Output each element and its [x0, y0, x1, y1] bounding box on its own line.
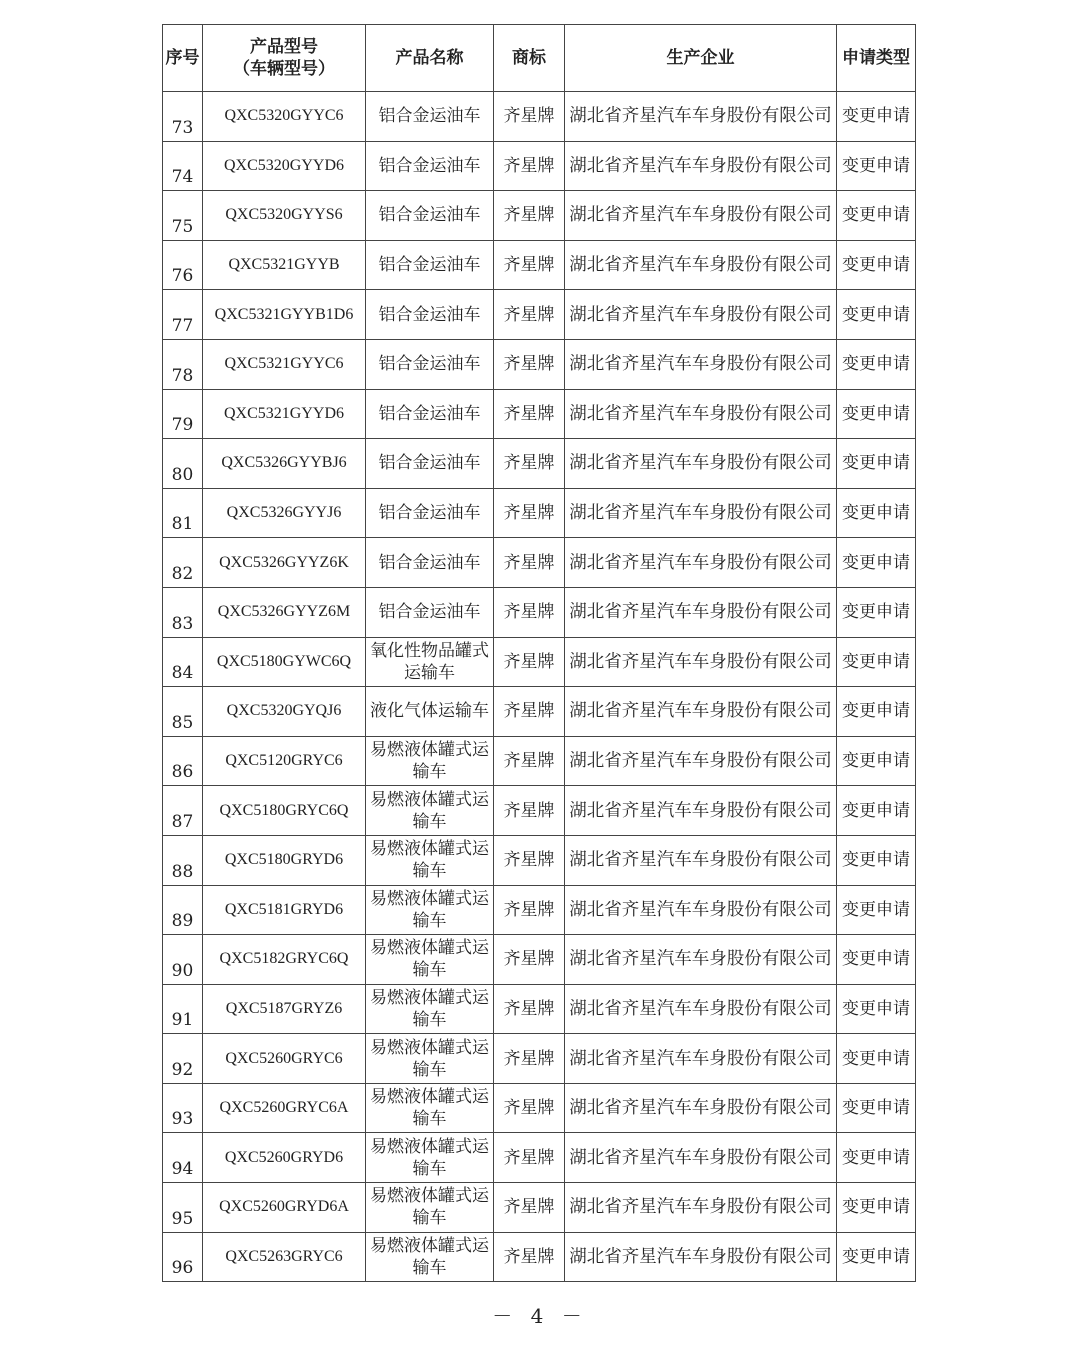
row-application-type: 变更申请 [837, 935, 916, 985]
row-application-type: 变更申请 [837, 191, 916, 241]
row-application-type: 变更申请 [837, 92, 916, 142]
vehicle-product-table [162, 24, 916, 1282]
table-row [163, 92, 916, 142]
table-row [163, 935, 916, 985]
row-product-name: 铝合金运油车 [366, 439, 494, 489]
table-row [163, 488, 916, 538]
table-row [163, 687, 916, 737]
row-brand: 齐星牌 [494, 984, 565, 1034]
row-application-type: 变更申请 [837, 1183, 916, 1233]
row-brand: 齐星牌 [494, 141, 565, 191]
table-row [163, 984, 916, 1034]
row-model: QXC5326GYYJ6 [203, 488, 366, 538]
row-company: 湖北省齐星汽车车身股份有限公司 [565, 885, 837, 935]
row-product-name: 氧化性物品罐式运输车 [366, 637, 494, 687]
table-row [163, 191, 916, 241]
row-seq: 81 [163, 488, 203, 538]
row-brand: 齐星牌 [494, 835, 565, 885]
table-row [163, 389, 916, 439]
row-application-type: 变更申请 [837, 439, 916, 489]
row-product-name: 铝合金运油车 [366, 587, 494, 637]
row-company: 湖北省齐星汽车车身股份有限公司 [565, 1133, 837, 1183]
row-company: 湖北省齐星汽车车身股份有限公司 [565, 1083, 837, 1133]
row-application-type: 变更申请 [837, 339, 916, 389]
row-model: QXC5120GRYC6 [203, 736, 366, 786]
table-row [163, 1133, 916, 1183]
row-brand: 齐星牌 [494, 339, 565, 389]
row-brand: 齐星牌 [494, 191, 565, 241]
row-model: QXC5180GRYD6 [203, 835, 366, 885]
row-company: 湖北省齐星汽车车身股份有限公司 [565, 637, 837, 687]
row-model: QXC5260GRYC6 [203, 1034, 366, 1084]
row-seq: 79 [163, 389, 203, 439]
table-row [163, 1183, 916, 1233]
row-application-type: 变更申请 [837, 1232, 916, 1282]
table-row [163, 1034, 916, 1084]
row-product-name: 易燃液体罐式运输车 [366, 984, 494, 1034]
row-brand: 齐星牌 [494, 488, 565, 538]
row-product-name: 液化气体运输车 [366, 687, 494, 737]
row-model: QXC5320GYQJ6 [203, 687, 366, 737]
row-company: 湖北省齐星汽车车身股份有限公司 [565, 587, 837, 637]
row-brand: 齐星牌 [494, 92, 565, 142]
row-product-name: 易燃液体罐式运输车 [366, 1034, 494, 1084]
row-product-name: 铝合金运油车 [366, 191, 494, 241]
row-model: QXC5182GRYC6Q [203, 935, 366, 985]
row-company: 湖北省齐星汽车车身股份有限公司 [565, 488, 837, 538]
header-type: 申请类型 [837, 25, 916, 92]
row-company: 湖北省齐星汽车车身股份有限公司 [565, 339, 837, 389]
header-model [203, 25, 366, 92]
table-header-row [163, 25, 916, 92]
row-product-name: 铝合金运油车 [366, 488, 494, 538]
row-model: QXC5260GRYD6A [203, 1183, 366, 1233]
table-row [163, 538, 916, 588]
row-product-name: 易燃液体罐式运输车 [366, 786, 494, 836]
row-brand: 齐星牌 [494, 439, 565, 489]
row-company: 湖北省齐星汽车车身股份有限公司 [565, 1183, 837, 1233]
row-seq: 85 [163, 687, 203, 737]
row-application-type: 变更申请 [837, 587, 916, 637]
row-seq: 80 [163, 439, 203, 489]
row-seq: 77 [163, 290, 203, 340]
row-model: QXC5320GYYS6 [203, 191, 366, 241]
row-company: 湖北省齐星汽车车身股份有限公司 [565, 984, 837, 1034]
row-product-name: 铝合金运油车 [366, 240, 494, 290]
row-brand: 齐星牌 [494, 885, 565, 935]
table-row [163, 786, 916, 836]
table-row [163, 1232, 916, 1282]
row-model: QXC5260GRYC6A [203, 1083, 366, 1133]
row-company: 湖北省齐星汽车车身股份有限公司 [565, 1034, 837, 1084]
header-seq: 序号 [163, 25, 203, 92]
row-product-name: 易燃液体罐式运输车 [366, 1183, 494, 1233]
row-product-name: 铝合金运油车 [366, 290, 494, 340]
row-seq: 94 [163, 1133, 203, 1183]
row-company: 湖北省齐星汽车车身股份有限公司 [565, 92, 837, 142]
row-model: QXC5187GRYZ6 [203, 984, 366, 1034]
row-brand: 齐星牌 [494, 240, 565, 290]
row-brand: 齐星牌 [494, 736, 565, 786]
row-application-type: 变更申请 [837, 1083, 916, 1133]
row-seq: 82 [163, 538, 203, 588]
row-seq: 92 [163, 1034, 203, 1084]
table-row [163, 141, 916, 191]
row-product-name: 易燃液体罐式运输车 [366, 885, 494, 935]
row-product-name: 易燃液体罐式运输车 [366, 1083, 494, 1133]
table-row [163, 290, 916, 340]
row-product-name: 铝合金运油车 [366, 92, 494, 142]
row-application-type: 变更申请 [837, 885, 916, 935]
table-body [163, 92, 916, 1282]
row-seq: 90 [163, 935, 203, 985]
table-row [163, 587, 916, 637]
row-seq: 95 [163, 1183, 203, 1233]
row-brand: 齐星牌 [494, 389, 565, 439]
row-product-name: 易燃液体罐式运输车 [366, 935, 494, 985]
row-application-type: 变更申请 [837, 290, 916, 340]
header-name: 产品名称 [366, 25, 494, 92]
row-brand: 齐星牌 [494, 1183, 565, 1233]
row-model: QXC5260GRYD6 [203, 1133, 366, 1183]
row-seq: 88 [163, 835, 203, 885]
row-product-name: 铝合金运油车 [366, 339, 494, 389]
row-brand: 齐星牌 [494, 1083, 565, 1133]
row-seq: 86 [163, 736, 203, 786]
row-brand: 齐星牌 [494, 538, 565, 588]
row-brand: 齐星牌 [494, 1034, 565, 1084]
row-company: 湖北省齐星汽车车身股份有限公司 [565, 736, 837, 786]
row-brand: 齐星牌 [494, 1133, 565, 1183]
row-seq: 87 [163, 786, 203, 836]
row-model: QXC5321GYYB [203, 240, 366, 290]
row-seq: 74 [163, 141, 203, 191]
row-seq: 89 [163, 885, 203, 935]
row-brand: 齐星牌 [494, 687, 565, 737]
row-application-type: 变更申请 [837, 736, 916, 786]
row-seq: 93 [163, 1083, 203, 1133]
row-product-name: 易燃液体罐式运输车 [366, 835, 494, 885]
row-product-name: 易燃液体罐式运输车 [366, 1133, 494, 1183]
row-model: QXC5181GRYD6 [203, 885, 366, 935]
row-company: 湖北省齐星汽车车身股份有限公司 [565, 439, 837, 489]
row-application-type: 变更申请 [837, 1133, 916, 1183]
table-row [163, 439, 916, 489]
row-model: QXC5326GYYBJ6 [203, 439, 366, 489]
row-model: QXC5180GRYC6Q [203, 786, 366, 836]
header-company: 生产企业 [565, 25, 837, 92]
row-seq: 76 [163, 240, 203, 290]
header-brand: 商标 [494, 25, 565, 92]
row-model: QXC5326GYYZ6K [203, 538, 366, 588]
row-brand: 齐星牌 [494, 935, 565, 985]
row-application-type: 变更申请 [837, 538, 916, 588]
row-product-name: 易燃液体罐式运输车 [366, 736, 494, 786]
row-product-name: 易燃液体罐式运输车 [366, 1232, 494, 1282]
row-company: 湖北省齐星汽车车身股份有限公司 [565, 290, 837, 340]
row-model: QXC5326GYYZ6M [203, 587, 366, 637]
table-row [163, 637, 916, 687]
table-row [163, 240, 916, 290]
row-model: QXC5321GYYD6 [203, 389, 366, 439]
table-row [163, 835, 916, 885]
header-model-line2: （车辆型号） [233, 59, 335, 79]
row-model: QXC5321GYYB1D6 [203, 290, 366, 340]
header-model-line1: 产品型号 [250, 37, 318, 57]
row-model: QXC5320GYYC6 [203, 92, 366, 142]
row-product-name: 铝合金运油车 [366, 389, 494, 439]
row-company: 湖北省齐星汽车车身股份有限公司 [565, 389, 837, 439]
row-application-type: 变更申请 [837, 984, 916, 1034]
row-model: QXC5320GYYD6 [203, 141, 366, 191]
row-product-name: 铝合金运油车 [366, 538, 494, 588]
row-model: QXC5321GYYC6 [203, 339, 366, 389]
row-seq: 78 [163, 339, 203, 389]
row-company: 湖北省齐星汽车车身股份有限公司 [565, 141, 837, 191]
row-seq: 96 [163, 1232, 203, 1282]
row-brand: 齐星牌 [494, 1232, 565, 1282]
row-seq: 84 [163, 637, 203, 687]
row-application-type: 变更申请 [837, 687, 916, 737]
table-row [163, 339, 916, 389]
row-seq: 75 [163, 191, 203, 241]
row-model: QXC5263GRYC6 [203, 1232, 366, 1282]
row-application-type: 变更申请 [837, 389, 916, 439]
row-brand: 齐星牌 [494, 290, 565, 340]
row-company: 湖北省齐星汽车车身股份有限公司 [565, 191, 837, 241]
row-brand: 齐星牌 [494, 786, 565, 836]
row-brand: 齐星牌 [494, 637, 565, 687]
table-row [163, 736, 916, 786]
row-company: 湖北省齐星汽车车身股份有限公司 [565, 538, 837, 588]
row-application-type: 变更申请 [837, 488, 916, 538]
page-number: － 4 － [492, 1304, 588, 1328]
row-company: 湖北省齐星汽车车身股份有限公司 [565, 786, 837, 836]
table-row [163, 1083, 916, 1133]
row-company: 湖北省齐星汽车车身股份有限公司 [565, 935, 837, 985]
row-application-type: 变更申请 [837, 240, 916, 290]
row-seq: 91 [163, 984, 203, 1034]
row-model: QXC5180GYWC6Q [203, 637, 366, 687]
row-seq: 83 [163, 587, 203, 637]
row-company: 湖北省齐星汽车车身股份有限公司 [565, 240, 837, 290]
row-application-type: 变更申请 [837, 637, 916, 687]
table-row [163, 885, 916, 935]
row-company: 湖北省齐星汽车车身股份有限公司 [565, 687, 837, 737]
row-application-type: 变更申请 [837, 1034, 916, 1084]
row-application-type: 变更申请 [837, 141, 916, 191]
row-product-name: 铝合金运油车 [366, 141, 494, 191]
row-brand: 齐星牌 [494, 587, 565, 637]
row-application-type: 变更申请 [837, 786, 916, 836]
row-application-type: 变更申请 [837, 835, 916, 885]
row-company: 湖北省齐星汽车车身股份有限公司 [565, 1232, 837, 1282]
row-seq: 73 [163, 92, 203, 142]
row-company: 湖北省齐星汽车车身股份有限公司 [565, 835, 837, 885]
